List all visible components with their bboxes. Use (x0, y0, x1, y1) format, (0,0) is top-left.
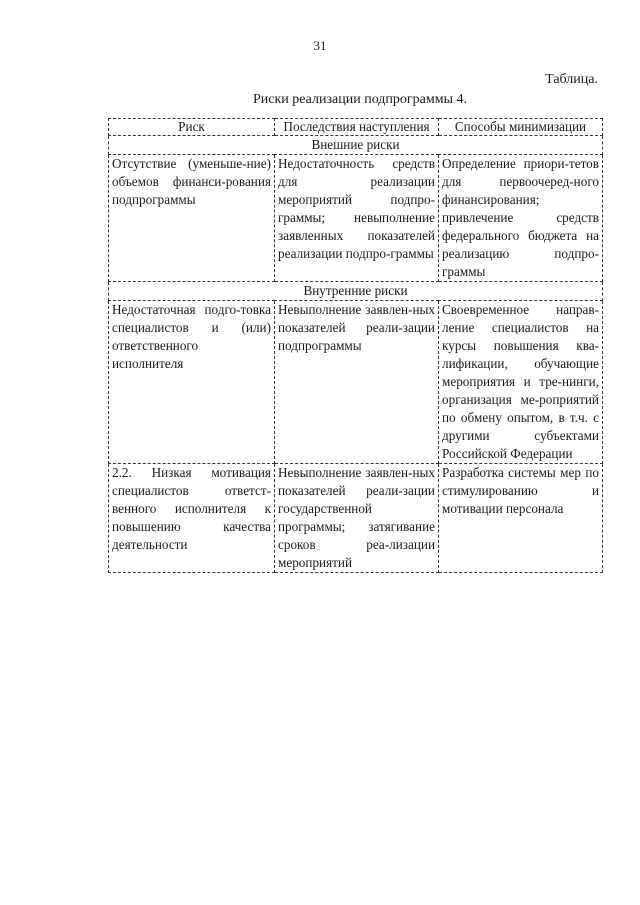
mitigation-cell: Разработка системы мер по стимулированию и мотивации персонала (439, 464, 603, 573)
consequences-cell: Невыполнение заявлен-ных показателей реали-зации государственной программы; затягивание сроков реа-лизации мероприятий (275, 464, 439, 573)
mitigation-cell: Определение приори-тетов для первоочеред-ного финансирования; привлечение средств федерального бюджета на реализацию подпро-граммы (439, 155, 603, 282)
risk-cell: 2.2. Низкая мотивация специалистов ответст-венного исполнителя к повышению качества деятельности (109, 464, 275, 573)
table-header-row (109, 119, 603, 136)
risk-cell: Отсутствие (уменьше-ние) объемов финанси-рования подпрограммы (109, 155, 275, 282)
page-number: 31 (313, 38, 327, 53)
risk-cell: Недостаточная подго-товка специалистов и (или) ответственного исполнителя (109, 301, 275, 464)
mitigation-cell: Своевременное направ-ление специалистов на курсы повышения ква-лификации, обучающие мероприятия и тре-нинги, организация ме-роприятий по обмену опытом, в т.ч. с другими субъектами Российской Федерации (439, 301, 603, 464)
risk-table (108, 118, 603, 573)
section-row-internal (109, 282, 603, 301)
section-row-external (109, 136, 603, 155)
table-row (109, 464, 603, 573)
table-row (109, 301, 603, 464)
section-title-internal-risks: Внутренние риски (109, 282, 603, 301)
header-risk: Риск (109, 119, 275, 136)
table-title: Риски реализации подпрограммы 4. (253, 92, 467, 107)
section-title-external-risks: Внешние риски (109, 136, 603, 155)
table-row (109, 155, 603, 282)
consequences-cell: Невыполнение заявлен-ных показателей реали-зации подпрограммы (275, 301, 439, 464)
consequences-cell: Недостаточность средств для реализации мероприятий подпро-граммы; невыполнение заявленных показателей реализации подпро-граммы (275, 155, 439, 282)
header-consequences: Последствия наступления (275, 119, 439, 136)
table-label: Таблица. (545, 72, 598, 87)
header-mitigation: Способы минимизации (439, 119, 603, 136)
